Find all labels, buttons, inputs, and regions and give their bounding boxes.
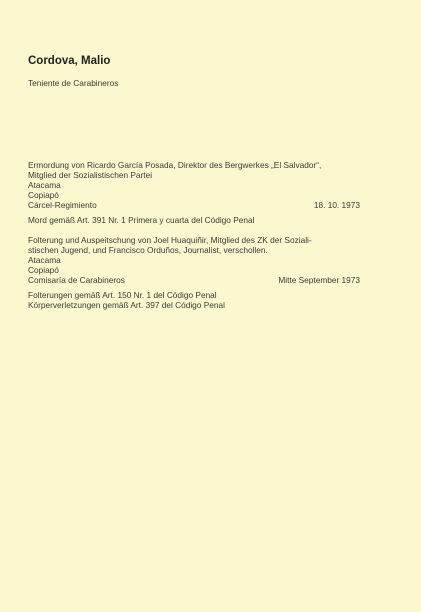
case2-date: Mitte September 1973 — [278, 275, 360, 285]
person-rank: Teniente de Carabineros — [28, 78, 119, 88]
case2-charge-1: Folterungen gemäß Art. 150 Nr. 1 del Código Penal — [28, 290, 217, 300]
case1-line-1: Ermordung von Ricardo García Posada, Direktor des Bergwerkes „El Salvador“, — [28, 160, 322, 170]
case1-location: Cárcel-Regimiento — [28, 200, 97, 210]
case1-line-2: Mitglied der Sozialistischen Partei — [28, 170, 153, 180]
case2-line-2: stischen Jugend, und Francisco Orduños, Journalist, verschollen. — [28, 245, 268, 255]
case1-city: Copiapó — [28, 190, 59, 200]
case2-line-1: Folterung und Auspeitschung von Joel Huaquiñir, Mitglied des ZK der Soziali- — [28, 235, 312, 245]
case2-location: Comisaría de Carabineros — [28, 275, 125, 285]
case1-charge: Mord gemäß Art. 391 Nr. 1 Primera y cuarta del Código Penal — [28, 215, 255, 225]
person-name: Cordova, Malio — [28, 55, 111, 67]
case2-city: Copiapó — [28, 265, 59, 275]
case1-region: Atacama — [28, 180, 61, 190]
case1-date: 18. 10. 1973 — [313, 200, 360, 210]
case2-region: Atacama — [28, 255, 61, 265]
case2-charge-2: Körperverletzungen gemäß Art. 397 del Código Penal — [28, 300, 225, 310]
